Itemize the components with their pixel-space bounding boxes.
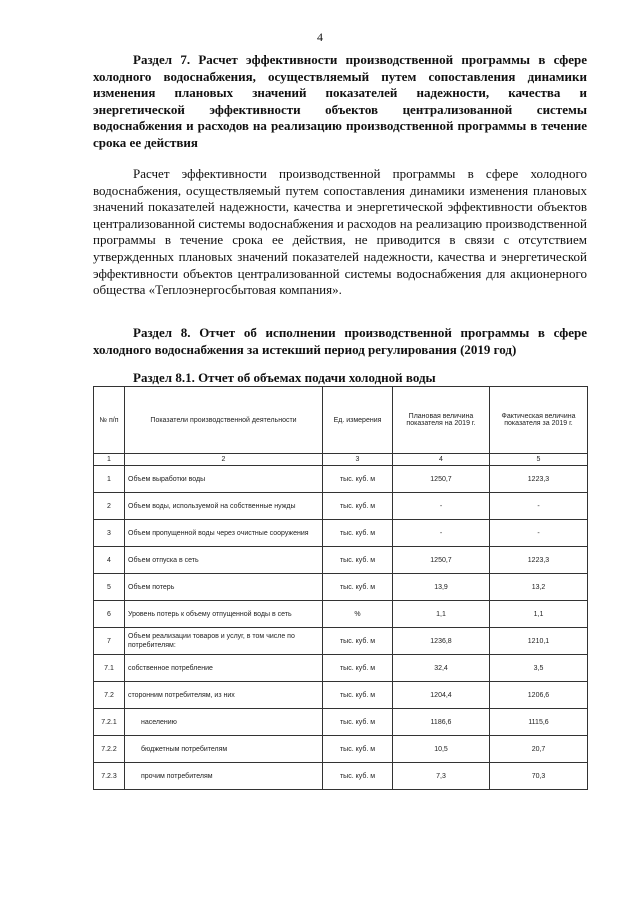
row-number: 2 xyxy=(94,493,125,520)
table-row xyxy=(94,628,588,655)
row-plan-value: - xyxy=(393,520,490,547)
section-8-1-title: Раздел 8.1. Отчет об объемах подачи холодной воды xyxy=(133,370,436,385)
col-number: 5 xyxy=(490,454,588,466)
row-fact-value: - xyxy=(490,493,588,520)
row-number: 1 xyxy=(94,466,125,493)
water-supply-table xyxy=(93,386,588,790)
row-plan-value: - xyxy=(393,493,490,520)
row-unit: тыс. куб. м xyxy=(323,466,393,493)
row-fact-value: 1223,3 xyxy=(490,547,588,574)
row-unit: тыс. куб. м xyxy=(323,682,393,709)
col-number: 3 xyxy=(323,454,393,466)
row-fact-value: 1,1 xyxy=(490,601,588,628)
row-plan-value: 32,4 xyxy=(393,655,490,682)
row-number: 7.2.2 xyxy=(94,736,125,763)
table-row xyxy=(94,547,588,574)
table-row xyxy=(94,574,588,601)
table-row xyxy=(94,655,588,682)
row-unit: тыс. куб. м xyxy=(323,709,393,736)
row-indicator: Объем пропущенной воды через очистные сооружения xyxy=(125,520,323,547)
row-plan-value: 7,3 xyxy=(393,763,490,790)
row-number: 7.2.3 xyxy=(94,763,125,790)
table-row xyxy=(94,709,588,736)
table-row xyxy=(94,736,588,763)
row-indicator: Объем воды, используемой на собственные нужды xyxy=(125,493,323,520)
row-plan-value: 10,5 xyxy=(393,736,490,763)
row-unit: тыс. куб. м xyxy=(323,736,393,763)
row-indicator: Уровень потерь к объему отпущенной воды в сеть xyxy=(125,601,323,628)
section-7-title xyxy=(93,52,587,152)
header-fact: Фактическая величина показателя за 2019 г. xyxy=(490,387,588,454)
row-number: 7.2.1 xyxy=(94,709,125,736)
row-indicator: прочим потребителям xyxy=(125,763,323,790)
row-plan-value: 1250,7 xyxy=(393,547,490,574)
table-body xyxy=(94,466,588,790)
col-number: 4 xyxy=(393,454,490,466)
row-indicator: Объем отпуска в сеть xyxy=(125,547,323,574)
table-row xyxy=(94,682,588,709)
row-unit: тыс. куб. м xyxy=(323,493,393,520)
row-fact-value: 1115,6 xyxy=(490,709,588,736)
row-indicator: сторонним потребителям, из них xyxy=(125,682,323,709)
row-number: 5 xyxy=(94,574,125,601)
row-indicator: населению xyxy=(125,709,323,736)
header-unit: Ед. измерения xyxy=(323,387,393,454)
section-7-paragraph: Расчет эффективности производственной программы в сфере холодного водоснабжения, осуществляемый путем сопоставления динамики изменения плановых значений показателей надежности, качества и энергетической эффективности объектов централизованной системы водоснабжения и расходов на реализацию производственной программы в течение срока ее действия, не приводится в связи с отсутствием утвержденных плановых значений показателей надежности, качества и энергетической эффективности объектов централизованной системы водоснабжения для акционерного общества «Теплоэнергосбытовая компания». xyxy=(93,166,587,298)
row-unit: тыс. куб. м xyxy=(323,628,393,655)
row-plan-value: 1,1 xyxy=(393,601,490,628)
table-row xyxy=(94,520,588,547)
header-num: № п/п xyxy=(94,387,125,454)
row-plan-value: 1204,4 xyxy=(393,682,490,709)
col-number: 2 xyxy=(125,454,323,466)
row-fact-value: 1210,1 xyxy=(490,628,588,655)
row-number: 4 xyxy=(94,547,125,574)
table-row xyxy=(94,466,588,493)
row-unit: тыс. куб. м xyxy=(323,520,393,547)
row-indicator: Объем выработки воды xyxy=(125,466,323,493)
row-number: 7.1 xyxy=(94,655,125,682)
row-fact-value: 20,7 xyxy=(490,736,588,763)
row-plan-value: 1250,7 xyxy=(393,466,490,493)
row-number: 3 xyxy=(94,520,125,547)
row-unit: тыс. куб. м xyxy=(323,655,393,682)
header-indicator: Показатели производственной деятельности xyxy=(125,387,323,454)
row-indicator: Объем потерь xyxy=(125,574,323,601)
row-fact-value: 1223,3 xyxy=(490,466,588,493)
table-row xyxy=(94,493,588,520)
section-8-title: Раздел 8. Отчет об исполнении производственной программы в сфере холодного водоснабжения за истекший период регулирования (2019 год) xyxy=(93,325,587,357)
row-number: 7.2 xyxy=(94,682,125,709)
table-header-row xyxy=(94,387,588,454)
row-indicator: бюджетным потребителям xyxy=(125,736,323,763)
table-column-numbers-row xyxy=(94,454,588,466)
row-unit: тыс. куб. м xyxy=(323,547,393,574)
water-supply-table-wrapper xyxy=(93,386,587,790)
col-number: 1 xyxy=(94,454,125,466)
header-plan: Плановая величина показателя на 2019 г. xyxy=(393,387,490,454)
row-indicator: собственное потребление xyxy=(125,655,323,682)
row-fact-value: - xyxy=(490,520,588,547)
row-plan-value: 13,9 xyxy=(393,574,490,601)
row-number: 6 xyxy=(94,601,125,628)
row-plan-value: 1236,8 xyxy=(393,628,490,655)
section-7-heading: Раздел 7. Расчет эффективности производственной программы в сфере холодного водоснабжения, осуществляемый путем сопоставления динамики изменения плановых значений показателей надежности, качества и энергетической эффективности объектов централизованной системы водоснабжения и расходов на реализацию производственной программы в течение срока ее действия xyxy=(93,52,587,150)
row-fact-value: 70,3 xyxy=(490,763,588,790)
row-unit: % xyxy=(323,601,393,628)
page-number: 4 xyxy=(317,30,323,44)
row-fact-value: 1206,6 xyxy=(490,682,588,709)
row-plan-value: 1186,6 xyxy=(393,709,490,736)
table-row xyxy=(94,601,588,628)
row-fact-value: 13,2 xyxy=(490,574,588,601)
row-unit: тыс. куб. м xyxy=(323,574,393,601)
row-unit: тыс. куб. м xyxy=(323,763,393,790)
row-number: 7 xyxy=(94,628,125,655)
row-fact-value: 3,5 xyxy=(490,655,588,682)
table-row xyxy=(94,763,588,790)
row-indicator: Объем реализации товаров и услуг, в том числе по потребителям: xyxy=(125,628,323,655)
